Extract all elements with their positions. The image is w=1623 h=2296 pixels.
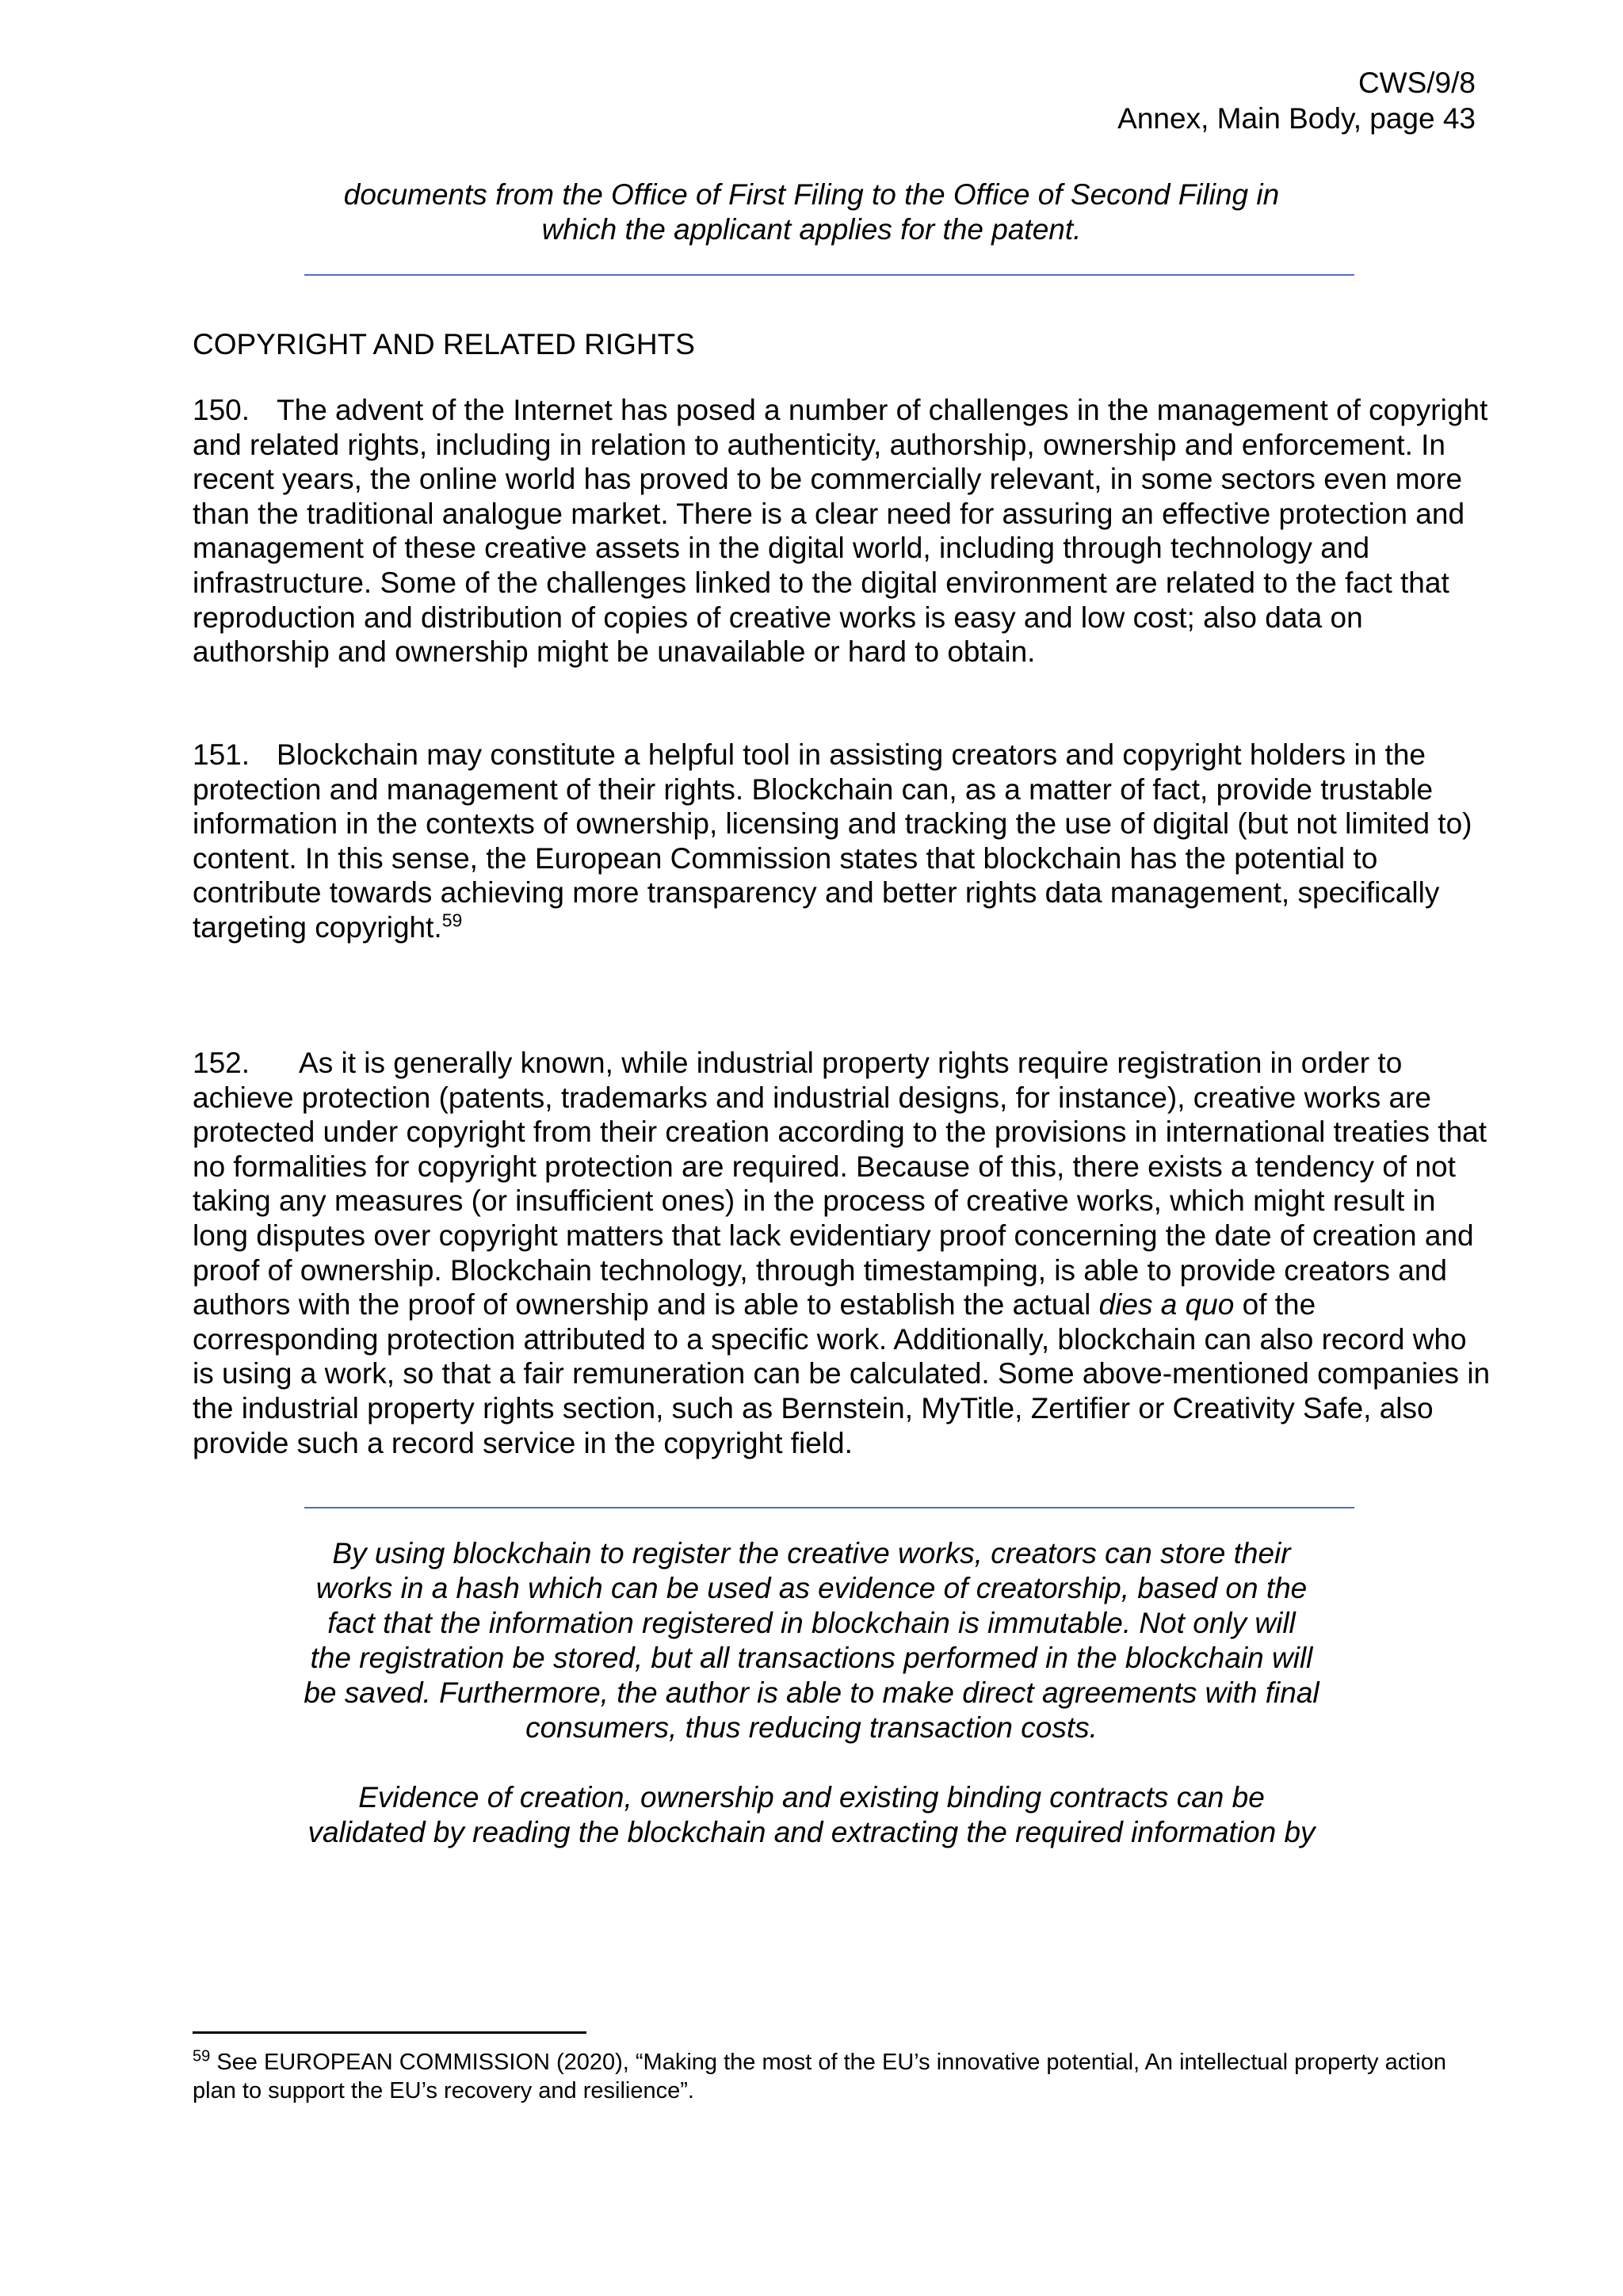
footnote-number: 59 bbox=[193, 2047, 211, 2065]
box-line: works in a hash which can be used as evidence of creatorship, based on the bbox=[315, 1572, 1308, 1604]
paragraph-150 bbox=[193, 393, 1492, 669]
box-line: By using blockchain to register the creative works, creators can store their bbox=[332, 1537, 1291, 1569]
paragraph-152 bbox=[193, 1046, 1492, 1460]
box-line: be saved. Furthermore, the author is able to make direct agreements with final bbox=[304, 1676, 1319, 1709]
box-line: Evidence of creation, ownership and existing binding contracts can be bbox=[358, 1781, 1265, 1814]
footnote-separator bbox=[193, 2031, 586, 2034]
box-top-line: documents from the Office of First Filing to the Office of Second Filing in bbox=[343, 178, 1280, 211]
paragraph-text: of the corresponding protection attributed to a specific work. Additionally, blockchain can also record who is using a work, so that a fair remuneration can be calculated. Some above-mentioned companies in the industrial property rights section, such as Bernstein, MyTitle, Zertifier or Creativity Safe, also provide such a record service in the copyright field. bbox=[193, 1288, 1491, 1459]
box-line: the registration be stored, but all transactions performed in the blockchain will bbox=[310, 1642, 1313, 1674]
box-paragraph bbox=[193, 1536, 1430, 1745]
page-label: Annex, Main Body, page 43 bbox=[1117, 102, 1476, 135]
paragraph-text: As it is generally known, while industrial property rights require registration in order to achieve protection (patents, trademarks and industrial designs, for instance), creative works are protected under copyright from their creation according to the provisions in international treaties that no formalities for copyright protection are required. Because of this, there exists a tendency of not taking any measures (or insufficient ones) in the process of creative works, which might result in long disputes over copyright matters that lack evidentiary proof concerning the date of creation and proof of ownership. Blockchain technology, through timestamping, is able to provide creators and authors with the proof of ownership and is able to establish the actual bbox=[193, 1047, 1487, 1322]
section-heading: COPYRIGHT AND RELATED RIGHTS bbox=[193, 328, 695, 360]
paragraph-number: 151. bbox=[193, 738, 250, 771]
footnote bbox=[193, 2048, 1492, 2105]
box-top-continuation bbox=[193, 177, 1430, 247]
page-header bbox=[1117, 65, 1476, 136]
box-paragraph bbox=[193, 1780, 1430, 1850]
box-bottom-divider bbox=[304, 1507, 1354, 1508]
latin-term: dies a quo bbox=[1098, 1288, 1235, 1322]
box-top-line: which the applicant applies for the patent. bbox=[541, 213, 1082, 246]
box-line: validated by reading the blockchain and extracting the required information by bbox=[307, 1816, 1316, 1848]
paragraph-text: The advent of the Internet has posed a number of challenges in the management of copyright and related rights, including in relation to authenticity, authorship, ownership and enforcement. In recent years, the online world has proved to be commercially relevant, in some sectors even more than the traditional analogue market. There is a clear need for assuring an effective protection and management of these creative assets in the digital world, including through technology and infrastructure. Some of the challenges linked to the digital environment are related to the fact that reproduction and distribution of copies of creative works is easy and low cost; also data on authorship and ownership might be unavailable or hard to obtain. bbox=[193, 394, 1488, 669]
document-code: CWS/9/8 bbox=[1358, 67, 1476, 99]
footnote-text: See EUROPEAN COMMISSION (2020), “Making the most of the EU’s innovative potential, An intellectual property action plan to support the EU’s recovery and resilience”. bbox=[193, 2050, 1446, 2103]
paragraph-number: 152. bbox=[193, 1047, 250, 1079]
box-line: consumers, thus reducing transaction costs. bbox=[525, 1711, 1098, 1744]
box-line: fact that the information registered in blockchain is immutable. Not only will bbox=[327, 1607, 1296, 1639]
paragraph-text: Blockchain may constitute a helpful tool in assisting creators and copyright holders in the protection and management of their rights. Blockchain can, as a matter of fact, provide trustable information in the contexts of ownership, licensing and tracking the use of digital (but not limited to) content. In this sense, the European Commission states that blockchain has the potential to contribute towards achieving more transparency and better rights data management, specifically targeting copyright. bbox=[193, 738, 1472, 944]
box-top-divider bbox=[304, 274, 1354, 276]
paragraph-number: 150. bbox=[193, 394, 250, 426]
footnote-reference[interactable]: 59 bbox=[441, 910, 463, 931]
box-bottom-quote bbox=[193, 1536, 1430, 1850]
paragraph-151 bbox=[193, 738, 1492, 945]
